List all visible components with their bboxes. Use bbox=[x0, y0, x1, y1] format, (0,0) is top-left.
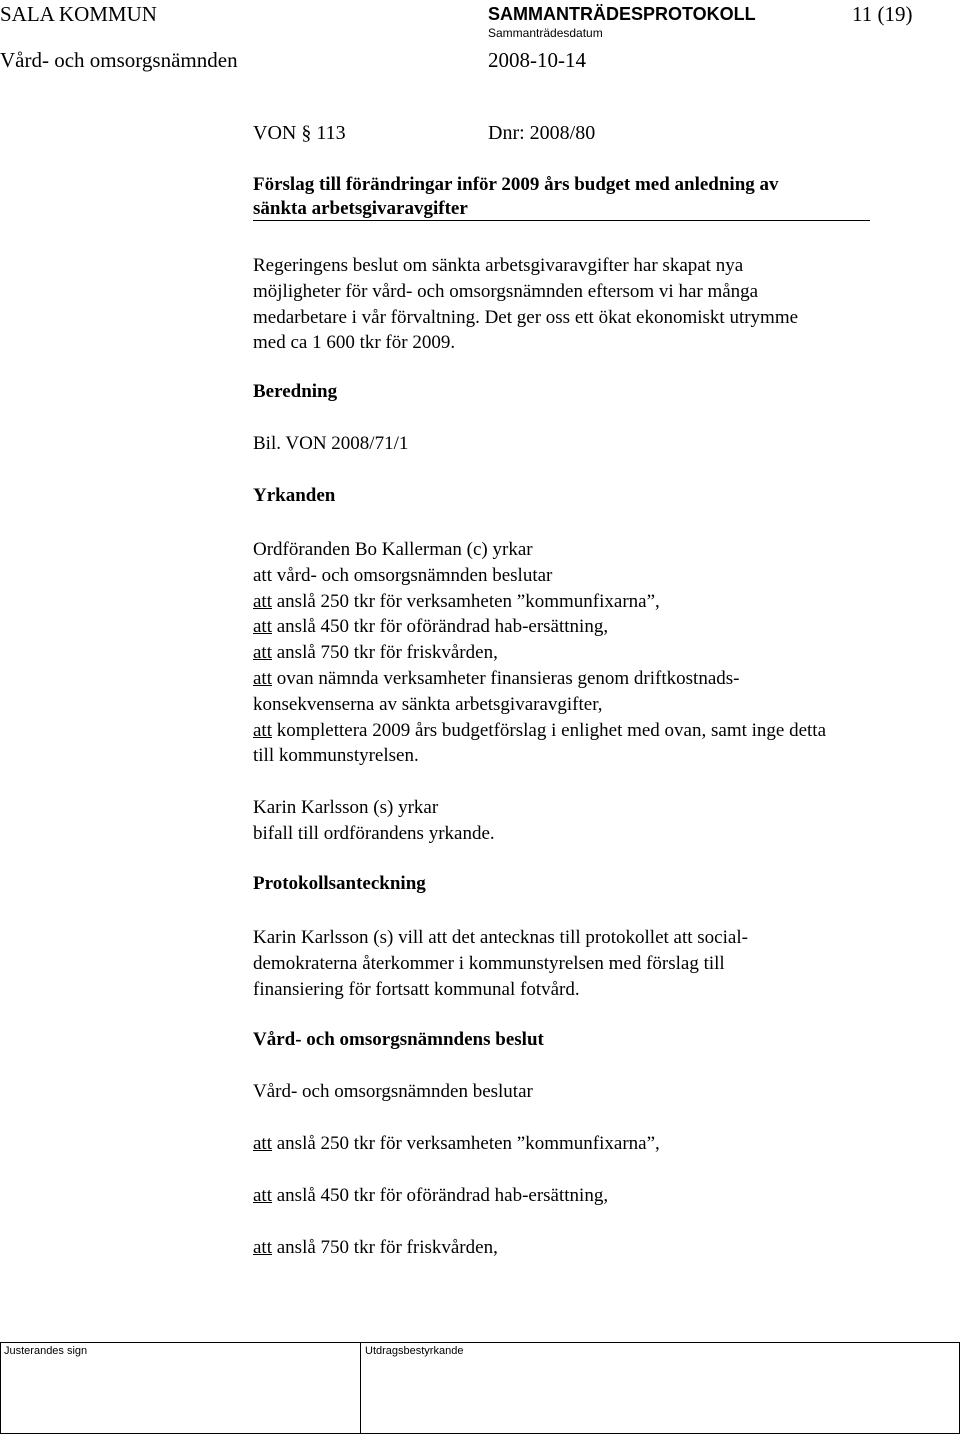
beslut-item bbox=[253, 1237, 498, 1259]
yrkanden-line: Ordföranden Bo Kallerman (c) yrkar bbox=[253, 539, 533, 560]
intro-line: Regeringens beslut om sänkta arbetsgivaravgifter har skapat nya bbox=[253, 255, 744, 276]
anteckning-line: demokraterna återkommer i kommunstyrelsen med förslag till bbox=[253, 952, 725, 974]
yrkanden-item bbox=[253, 666, 826, 692]
item-text: anslå 750 tkr för friskvården, bbox=[272, 1237, 498, 1258]
utdragsbestyrkande-label: Utdragsbestyrkande bbox=[365, 1345, 464, 1357]
yrkanden-item bbox=[253, 589, 826, 615]
att-keyword: att bbox=[253, 590, 272, 612]
anteckning-line: Karin Karlsson (s) vill att det antecknas till protokollet att social- bbox=[253, 927, 748, 948]
beslut-heading: Vård- och omsorgsnämndens beslut bbox=[253, 1029, 544, 1050]
beslut-item bbox=[253, 1133, 660, 1155]
karin-line: Karin Karlsson (s) yrkar bbox=[253, 797, 439, 818]
anteckning-line: finansiering för fortsatt kommunal fotvård. bbox=[253, 978, 580, 1000]
karin-yrkande bbox=[253, 795, 495, 847]
committee-name: Vård- och omsorgsnämnden bbox=[0, 48, 238, 72]
beslut-intro: Vård- och omsorgsnämnden beslutar bbox=[253, 1081, 533, 1102]
yrkanden-line: till kommunstyrelsen. bbox=[253, 745, 419, 767]
case-title-line2-text: sänkta arbetsgivaravgifter bbox=[253, 198, 468, 219]
case-id: VON § 113 bbox=[253, 122, 346, 144]
yrkanden-item bbox=[253, 640, 826, 666]
protokollsanteckning-heading: Protokollsanteckning bbox=[253, 873, 426, 894]
att-keyword: att bbox=[253, 616, 272, 638]
item-text: anslå 250 tkr för verksamheten ”kommunfixarna”, bbox=[272, 1133, 660, 1154]
justerandes-sign-label: Justerandes sign bbox=[4, 1345, 88, 1357]
att-keyword: att bbox=[253, 667, 272, 689]
page-number: 11 (19) bbox=[852, 2, 913, 26]
att-keyword: att bbox=[253, 719, 272, 741]
item-text: anslå 250 tkr för verksamheten ”kommunfixarna”, bbox=[272, 590, 660, 612]
doc-type: SAMMANTRÄDESPROTOKOLL bbox=[488, 4, 756, 24]
beslut-item bbox=[253, 1185, 608, 1207]
att-keyword: att bbox=[253, 1133, 272, 1154]
protokollsanteckning-text bbox=[253, 925, 748, 1002]
att-keyword: att bbox=[253, 642, 272, 664]
yrkanden-item bbox=[253, 718, 826, 744]
yrkanden-line: att vård- och omsorgsnämnden beslutar bbox=[253, 564, 553, 586]
intro-line: möjligheter för vård- och omsorgsnämnden eftersom vi har många bbox=[253, 280, 759, 302]
karin-line: bifall till ordförandens yrkande. bbox=[253, 822, 495, 844]
yrkanden-block bbox=[253, 537, 826, 769]
yrkanden-line: konsekvenserna av sänkta arbetsgivaravgifter, bbox=[253, 693, 603, 715]
case-dnr: Dnr: 2008/80 bbox=[488, 122, 596, 144]
att-keyword: att bbox=[253, 1237, 272, 1258]
org-name: SALA KOMMUN bbox=[0, 2, 157, 26]
item-text: anslå 450 tkr för oförändrad hab-ersättning, bbox=[272, 616, 609, 638]
yrkanden-heading: Yrkanden bbox=[253, 485, 336, 506]
case-title-line2 bbox=[253, 198, 870, 221]
item-text: anslå 750 tkr för friskvården, bbox=[272, 642, 498, 664]
meeting-date: 2008-10-14 bbox=[488, 48, 586, 72]
beredning-attachment: Bil. VON 2008/71/1 bbox=[253, 433, 409, 454]
intro-line: medarbetare i vår förvaltning. Det ger oss ett ökat ekonomiskt utrymme bbox=[253, 306, 799, 328]
item-text: ovan nämnda verksamheter finansieras genom driftkostnads- bbox=[272, 667, 740, 689]
att-keyword: att bbox=[253, 1185, 272, 1206]
beredning-heading: Beredning bbox=[253, 381, 338, 402]
yrkanden-item bbox=[253, 614, 826, 640]
intro-line: med ca 1 600 tkr för 2009. bbox=[253, 332, 456, 354]
intro-paragraph bbox=[253, 253, 798, 356]
item-text: komplettera 2009 års budgetförslag i enlighet med ovan, samt inge detta bbox=[272, 719, 827, 741]
date-label: Sammanträdesdatum bbox=[488, 26, 603, 40]
item-text: anslå 450 tkr för oförändrad hab-ersättning, bbox=[272, 1185, 609, 1206]
case-title-line1: Förslag till förändringar inför 2009 års budget med anledning av bbox=[253, 174, 779, 195]
